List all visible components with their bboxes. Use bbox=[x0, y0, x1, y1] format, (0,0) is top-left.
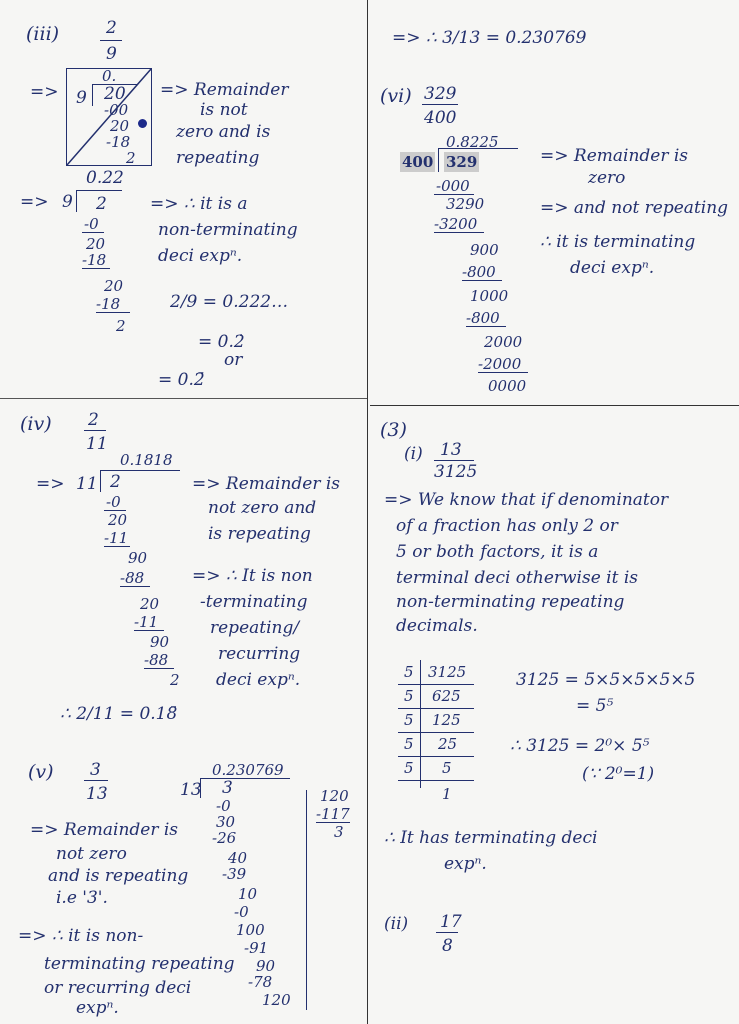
note-line: non-terminating bbox=[158, 220, 298, 240]
box-quotient: 0. bbox=[102, 67, 117, 85]
note-line: zero bbox=[588, 168, 626, 188]
fraction-numerator: 17 bbox=[440, 912, 462, 932]
result-equation: ∴ 2/11 = 0.18̄ bbox=[60, 704, 178, 724]
equation: = 0.2̇ bbox=[198, 332, 245, 352]
note-line: => Remainder is bbox=[30, 820, 179, 840]
fraction-numerator: 2 bbox=[106, 18, 117, 38]
step-underline bbox=[478, 372, 528, 373]
division-step: 30 bbox=[216, 813, 236, 831]
note-line: and is repeating bbox=[48, 866, 189, 886]
note-line: is not bbox=[200, 100, 248, 120]
dividend: 329 bbox=[446, 153, 478, 171]
table-cell: 5 bbox=[404, 663, 414, 681]
note-line: is repeating bbox=[208, 524, 311, 544]
division-step: -2000 bbox=[478, 355, 522, 373]
note-line: => ∴ It is non bbox=[192, 566, 313, 586]
step-underline bbox=[104, 546, 130, 547]
step-underline bbox=[82, 232, 104, 233]
table-cell: 25 bbox=[438, 735, 458, 753]
table-rule bbox=[398, 780, 474, 781]
implies-arrow: => bbox=[30, 82, 59, 102]
problem-label: (vi) bbox=[380, 85, 412, 107]
table-cell: 625 bbox=[432, 687, 461, 705]
paragraph-line: terminal deci otherwise it is bbox=[396, 568, 639, 588]
box-step: -00 bbox=[104, 101, 129, 119]
note-line: deci expⁿ. bbox=[570, 258, 655, 278]
note-line: or recurring deci bbox=[44, 978, 192, 998]
division-step: -0 bbox=[106, 493, 121, 511]
step-underline bbox=[82, 268, 110, 269]
table-cell: 5 bbox=[404, 687, 414, 705]
division-step: -18 bbox=[96, 295, 121, 313]
fraction-numerator: 3 bbox=[90, 760, 101, 780]
step-underline bbox=[96, 312, 130, 313]
step-underline bbox=[466, 326, 506, 327]
step-underline bbox=[316, 822, 350, 823]
equation: ∴ 3125 = 2⁰× 5⁵ bbox=[510, 736, 650, 756]
conclusion-line: ∴ It has terminating deci bbox=[384, 828, 598, 848]
fraction-denominator: 11 bbox=[86, 434, 108, 454]
division-step: 3290 bbox=[446, 195, 485, 213]
division-bracket-top bbox=[200, 778, 290, 779]
division-step: -39 bbox=[222, 865, 247, 883]
fraction-denominator: 8 bbox=[442, 936, 453, 956]
division-step: 20 bbox=[86, 235, 106, 253]
step-underline bbox=[120, 586, 150, 587]
paragraph-line: of a fraction has only 2 or bbox=[396, 516, 618, 536]
division-step: 20 bbox=[140, 595, 160, 613]
division-bracket bbox=[200, 778, 201, 798]
division-step: -0 bbox=[234, 903, 249, 921]
side-divider bbox=[306, 790, 307, 1010]
side-step: -117 bbox=[316, 805, 350, 823]
division-bracket bbox=[76, 190, 77, 212]
note-line: => Remainder is bbox=[540, 146, 689, 166]
box-bottom-value: 0.22 bbox=[86, 168, 124, 188]
note-line: ∴ it is terminating bbox=[540, 232, 696, 252]
division-step: -000 bbox=[436, 177, 470, 195]
equation: 2/9 = 0.222… bbox=[170, 292, 289, 312]
note-line: => and not repeating bbox=[540, 198, 729, 218]
note-line: -terminating bbox=[200, 592, 308, 612]
division-step: 90 bbox=[128, 549, 148, 567]
division-step: -18 bbox=[82, 251, 107, 269]
table-cell: 3125 bbox=[428, 663, 467, 681]
note-line: => Remainder bbox=[160, 80, 289, 100]
division-step: -800 bbox=[466, 309, 500, 327]
note-line: terminating repeating bbox=[44, 954, 235, 974]
note-line: expⁿ. bbox=[76, 998, 119, 1018]
fraction-bar bbox=[84, 430, 106, 431]
division-bracket bbox=[100, 470, 101, 492]
division-step: -88 bbox=[144, 651, 169, 669]
equation: = 5⁵ bbox=[576, 696, 614, 716]
fraction-denominator: 13 bbox=[86, 784, 108, 804]
division-step: -11 bbox=[134, 613, 159, 631]
division-step: -0 bbox=[84, 215, 99, 233]
note-line: deci expⁿ. bbox=[216, 670, 301, 690]
quotient: 0.1818 bbox=[120, 451, 173, 469]
implies-arrow: => bbox=[20, 192, 49, 212]
dividend: 3 bbox=[222, 778, 233, 798]
table-cell: 1 bbox=[442, 785, 452, 803]
division-step: 0000 bbox=[488, 377, 527, 395]
problem-label: (iv) bbox=[20, 413, 52, 435]
table-cell: 5 bbox=[442, 759, 452, 777]
note-line: => ∴ it is a bbox=[150, 194, 248, 214]
note-line: not zero and bbox=[208, 498, 317, 518]
division-step: -78 bbox=[248, 973, 273, 991]
division-step: -88 bbox=[120, 569, 145, 587]
fraction-bar bbox=[434, 460, 474, 461]
note-line: => Remainder is bbox=[192, 474, 341, 494]
implies-arrow: => bbox=[36, 474, 65, 494]
fraction-numerator: 329 bbox=[424, 84, 457, 104]
note-line: i.e '3'. bbox=[56, 888, 108, 908]
table-divider bbox=[420, 660, 421, 788]
division-step: -800 bbox=[462, 263, 496, 281]
division-step: -11 bbox=[104, 529, 129, 547]
division-step: -0 bbox=[216, 797, 231, 815]
division-step: 100 bbox=[236, 921, 265, 939]
division-step: 120 bbox=[262, 991, 291, 1009]
division-step: 2 bbox=[116, 317, 126, 335]
division-step: 20 bbox=[108, 511, 128, 529]
long-division-divisor: 9 bbox=[62, 192, 73, 212]
divisor: 13 bbox=[180, 780, 202, 800]
box-divisor: 9 bbox=[76, 88, 87, 108]
sub-label: (ii) bbox=[384, 914, 409, 934]
table-cell: 5 bbox=[404, 735, 414, 753]
division-step: 90 bbox=[150, 633, 170, 651]
box-step: 20 bbox=[110, 117, 130, 135]
equation: 3125 = 5×5×5×5×5 bbox=[516, 670, 696, 690]
division-step: 10 bbox=[238, 885, 258, 903]
box-step: 2 bbox=[126, 149, 136, 167]
division-bracket-top bbox=[438, 148, 518, 149]
problem-label: (iii) bbox=[26, 23, 60, 45]
table-cell: 125 bbox=[432, 711, 461, 729]
note-line: => ∴ it is non- bbox=[18, 926, 144, 946]
division-step: -3200 bbox=[434, 215, 478, 233]
side-step: 3 bbox=[334, 823, 344, 841]
fraction-numerator: 13 bbox=[440, 440, 462, 460]
division-bracket bbox=[438, 148, 439, 172]
right-section-divider bbox=[370, 405, 739, 406]
fraction-bar bbox=[100, 40, 122, 41]
question-label: (3) bbox=[380, 419, 407, 441]
division-step: -26 bbox=[212, 829, 237, 847]
note-line: deci expⁿ. bbox=[158, 246, 243, 266]
table-rule bbox=[398, 684, 474, 685]
note-line: not zero bbox=[56, 844, 127, 864]
fraction-bar bbox=[84, 780, 108, 781]
fraction-denominator: 3125 bbox=[434, 462, 478, 482]
ink-dot bbox=[138, 119, 147, 128]
note-line: repeating/ bbox=[210, 618, 300, 638]
quotient: 0.230769 bbox=[212, 761, 284, 779]
step-underline bbox=[134, 630, 164, 631]
paragraph-line: 5 or both factors, it is a bbox=[396, 542, 599, 562]
division-bracket bbox=[92, 84, 93, 106]
equation: (∵ 2⁰=1) bbox=[582, 764, 655, 784]
paragraph-line: decimals. bbox=[396, 616, 478, 636]
division-step: -91 bbox=[244, 939, 269, 957]
paragraph-line: => We know that if denominator bbox=[384, 490, 669, 510]
division-step: 900 bbox=[470, 241, 499, 259]
result-equation: => ∴ 3/13 = 0.230769 bbox=[392, 28, 587, 48]
division-step: 1000 bbox=[470, 287, 509, 305]
division-step: 40 bbox=[228, 849, 248, 867]
division-step: 20 bbox=[104, 277, 124, 295]
problem-label: (v) bbox=[28, 761, 54, 783]
note-line: recurring bbox=[218, 644, 301, 664]
division-bracket-top bbox=[76, 190, 122, 191]
fraction-bar bbox=[422, 104, 458, 105]
divisor: 400 bbox=[402, 153, 434, 171]
table-cell: 5 bbox=[404, 711, 414, 729]
conclusion-line: expⁿ. bbox=[444, 854, 487, 874]
step-underline bbox=[462, 280, 502, 281]
quotient: 0.8225 bbox=[446, 133, 499, 151]
step-underline bbox=[144, 668, 174, 669]
box-dividend: 20 bbox=[104, 84, 126, 104]
table-rule bbox=[398, 756, 474, 757]
sub-label: (i) bbox=[404, 444, 423, 464]
division-step: 90 bbox=[256, 957, 276, 975]
fraction-bar bbox=[436, 932, 458, 933]
division-step: 2 bbox=[170, 671, 180, 689]
paragraph-line: non-terminating repeating bbox=[396, 592, 625, 612]
side-step: 120 bbox=[320, 787, 349, 805]
table-rule bbox=[398, 708, 474, 709]
step-underline bbox=[434, 232, 484, 233]
division-bracket-top bbox=[100, 470, 180, 471]
dividend: 2 bbox=[110, 472, 121, 492]
long-division-dividend: 2 bbox=[96, 194, 107, 214]
equation: = 0.2̄ bbox=[158, 370, 205, 390]
table-rule bbox=[398, 732, 474, 733]
equation: or bbox=[224, 350, 243, 370]
box-step: -18 bbox=[106, 133, 131, 151]
fraction-numerator: 2 bbox=[88, 410, 99, 430]
fraction-denominator: 400 bbox=[424, 108, 457, 128]
table-cell: 5 bbox=[404, 759, 414, 777]
divisor: 11 bbox=[76, 474, 98, 494]
division-step: 2000 bbox=[484, 333, 523, 351]
page-divider-vertical bbox=[367, 0, 368, 1024]
left-section-divider bbox=[0, 398, 367, 399]
fraction-denominator: 9 bbox=[106, 44, 117, 64]
note-line: zero and is bbox=[176, 122, 271, 142]
note-line: repeating bbox=[176, 148, 260, 168]
